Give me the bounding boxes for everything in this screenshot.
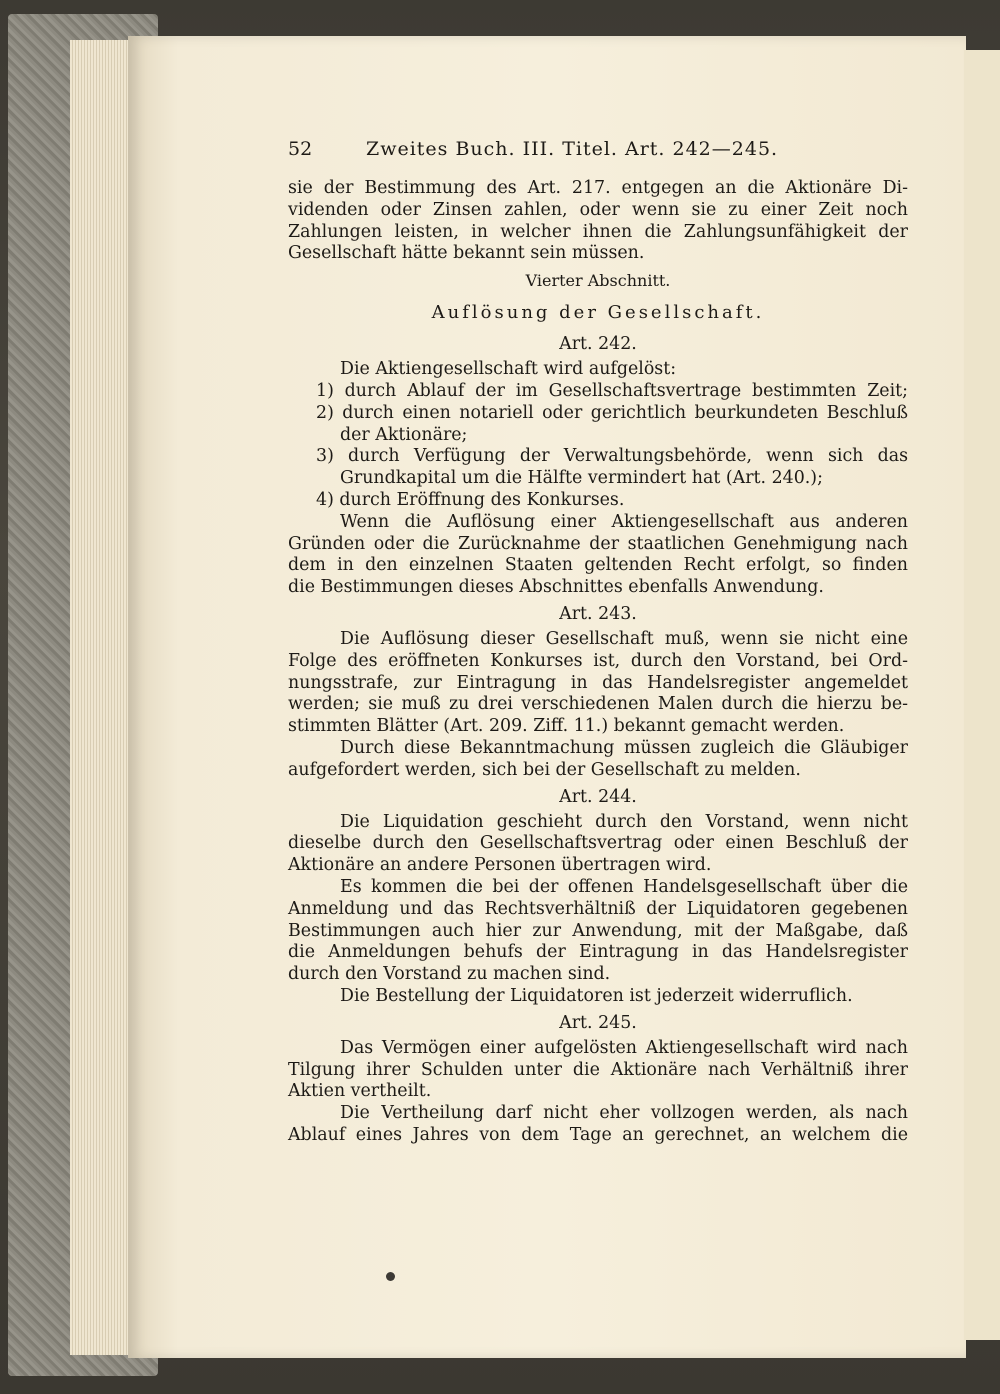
text-line: Gesellschaft hätte bekannt sein müssen. (288, 243, 645, 264)
facing-page-edge (964, 50, 1000, 1340)
text-line: Die Liquidation geschieht durch den Vorstand, wenn nicht (340, 811, 908, 832)
body-text (288, 178, 908, 1147)
article-heading: Art. 244. (559, 786, 637, 807)
section-title: Auflösung der Gesellschaft. (431, 302, 765, 324)
text-line: 1) durch Ablauf der im Gesellschaftsvertrage bestimmten Zeit; (316, 380, 908, 401)
page-number: 52 (288, 138, 313, 160)
text-line: dieselbe durch den Gesellschaftsvertrag oder einen Beschluß der (288, 833, 908, 854)
text-line: Aktien vertheilt. (288, 1081, 432, 1102)
text-line: Die Bestellung der Liquidatoren ist jederzeit widerruflich. (340, 985, 853, 1006)
text-line: Aktionäre an andere Personen übertragen wird. (288, 855, 712, 876)
text-line: nungsstrafe, zur Eintragung in das Handelsregister angemeldet (288, 672, 908, 693)
text-line: Anmeldung und das Rechtsverhältniß der Liquidatoren gegebenen (288, 898, 908, 919)
text-line: werden; sie muß zu drei verschiedenen Malen durch die hierzu be- (288, 694, 908, 715)
text-line: Zahlungen leisten, in welcher ihnen die Zahlungsunfähigkeit der (288, 221, 908, 242)
text-line: durch den Vorstand zu machen sind. (288, 964, 611, 985)
article-heading: Art. 245. (559, 1012, 637, 1033)
article-heading: Art. 243. (559, 603, 637, 624)
header-title: Zweites Buch. III. Titel. Art. 242—245. (366, 138, 779, 160)
text-line: Es kommen die bei der offenen Handelsgesellschaft über die (340, 876, 908, 897)
text-line: 3) durch Verfügung der Verwaltungsbehörde, wenn sich das (316, 446, 908, 467)
text-line: 4) durch Eröffnung des Konkurses. (316, 489, 625, 510)
text-line: aufgefordert werden, sich bei der Gesellschaft zu melden. (288, 759, 801, 780)
text-line: Das Vermögen einer aufgelösten Aktiengesellschaft wird nach (340, 1037, 908, 1058)
text-line: 2) durch einen notariell oder gerichtlich beurkundeten Beschluß (316, 402, 908, 423)
text-line: sie der Bestimmung des Art. 217. entgegen an die Aktionäre Di- (288, 178, 908, 198)
text-line: Wenn die Auflösung einer Aktiengesellschaft aus anderen (340, 511, 908, 532)
text-line: die Anmeldungen behufs der Eintragung in das Handelsregister (288, 942, 908, 963)
text-line: Die Aktiengesellschaft wird aufgelöst: (340, 359, 677, 380)
text-line: dem in den einzelnen Staaten geltenden Recht erfolgt, so finden (288, 555, 908, 576)
text-line: die Bestimmungen dieses Abschnittes ebenfalls Anwendung. (288, 577, 824, 598)
ink-spot (386, 1272, 395, 1281)
running-head (288, 138, 908, 168)
text-line: Gründen oder die Zurücknahme der staatlichen Genehmigung nach (288, 533, 908, 554)
text-line: videnden oder Zinsen zahlen, oder wenn sie zu einer Zeit noch (288, 199, 908, 220)
text-line: Bestimmungen auch hier zur Anwendung, mit der Maßgabe, daß (288, 920, 908, 941)
text-line: Durch diese Bekanntmachung müssen zugleich die Gläubiger (340, 737, 908, 758)
text-line: Die Vertheilung darf nicht eher vollzogen werden, als nach (340, 1103, 908, 1124)
text-line: der Aktionäre; (340, 424, 468, 445)
text-line: Folge des eröffneten Konkurses ist, durch den Vorstand, bei Ord- (288, 650, 908, 671)
text-line: Die Auflösung dieser Gesellschaft muß, wenn sie nicht eine (340, 628, 908, 649)
page-text (288, 138, 908, 1147)
text-line: Ablauf eines Jahres von dem Tage an gerechnet, an welchem die (288, 1124, 908, 1145)
text-line: stimmten Blätter (Art. 209. Ziff. 11.) bekannt gemacht werden. (288, 716, 845, 737)
article-heading: Art. 242. (559, 334, 637, 355)
text-line: Grundkapital um die Hälfte vermindert hat (Art. 240.); (340, 468, 823, 489)
text-line: Tilgung ihrer Schulden unter die Aktionäre nach Verhältniß ihrer (288, 1059, 908, 1080)
section-label: Vierter Abschnitt. (525, 271, 671, 291)
